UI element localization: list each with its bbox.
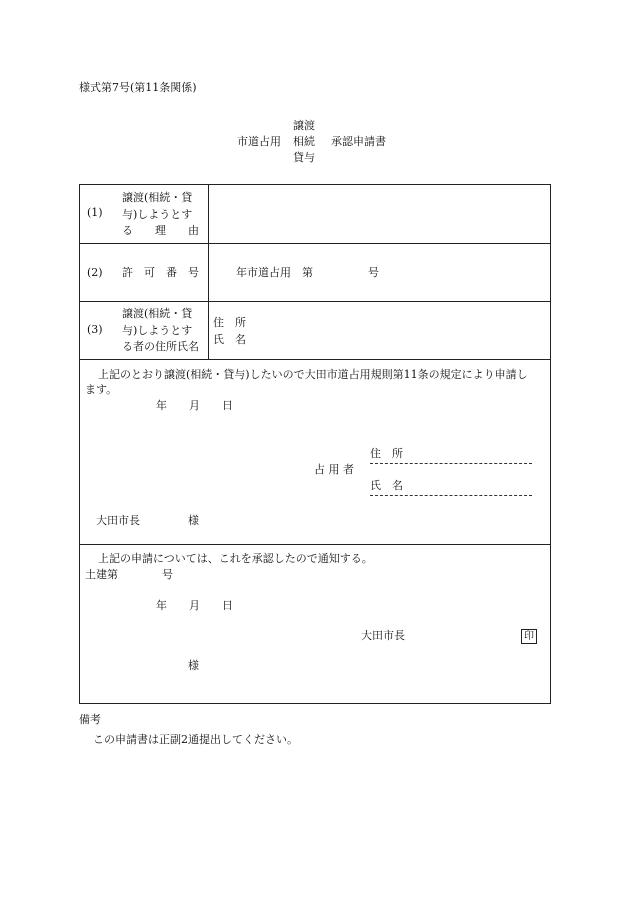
title-option-inherit: 相続 bbox=[293, 135, 315, 148]
approval-doc-number[interactable]: 土建第 号 bbox=[85, 568, 173, 581]
remarks-heading: 備考 bbox=[79, 713, 101, 726]
row-2-label: 許 可 番 号 bbox=[122, 266, 199, 279]
approval-date[interactable]: 年 月 日 bbox=[156, 599, 233, 612]
row-3-number: (3) bbox=[87, 323, 103, 336]
application-text-line2: ます。 bbox=[85, 383, 118, 396]
issuer: 大田市長 bbox=[361, 629, 405, 642]
application-text-line1: 上記のとおり譲渡(相続・貸与)したいので大田市道占用規則第11条の規定により申請し bbox=[98, 368, 528, 381]
permit-number-value[interactable]: 年市道占用 第 号 bbox=[236, 266, 379, 279]
divider bbox=[80, 359, 550, 360]
row-1-label: 譲渡(相続・貸 与)しようとす る 理 由 bbox=[122, 191, 199, 237]
form-number: 様式第7号(第11条関係) bbox=[79, 81, 197, 94]
title-prefix: 市道占用 bbox=[237, 135, 281, 148]
row-3-address-label: 住 所 bbox=[213, 316, 246, 329]
column-divider bbox=[208, 185, 209, 359]
form-table bbox=[79, 184, 551, 704]
row-3-label: 譲渡(相続・貸 与)しようとす る者の住所氏名 bbox=[122, 307, 199, 353]
title-option-lend: 貸与 bbox=[293, 151, 315, 164]
applicant-address-label: 住 所 bbox=[370, 446, 532, 464]
addressee: 大田市長 bbox=[96, 514, 140, 527]
divider bbox=[80, 544, 550, 545]
row-2-number: (2) bbox=[87, 266, 103, 279]
divider bbox=[80, 243, 550, 244]
row-3-name-label: 氏 名 bbox=[213, 333, 246, 346]
approval-text: 上記の申請については、これを承認したので通知する。 bbox=[98, 552, 373, 565]
divider bbox=[80, 301, 550, 302]
approval-honorific: 様 bbox=[188, 659, 199, 672]
addressee-honorific: 様 bbox=[188, 514, 199, 527]
application-date[interactable]: 年 月 日 bbox=[156, 399, 233, 412]
reason-value[interactable] bbox=[216, 205, 536, 221]
seal-mark: 印 bbox=[521, 629, 537, 644]
applicant-name-label: 氏 名 bbox=[370, 478, 532, 496]
remarks-note: この申請書は正副2通提出してください。 bbox=[93, 733, 298, 746]
row-1-number: (1) bbox=[87, 206, 103, 219]
occupant-label: 占 用 者 bbox=[314, 463, 354, 476]
title-option-transfer: 譲渡 bbox=[293, 119, 315, 132]
title-suffix: 承認申請書 bbox=[331, 135, 386, 148]
